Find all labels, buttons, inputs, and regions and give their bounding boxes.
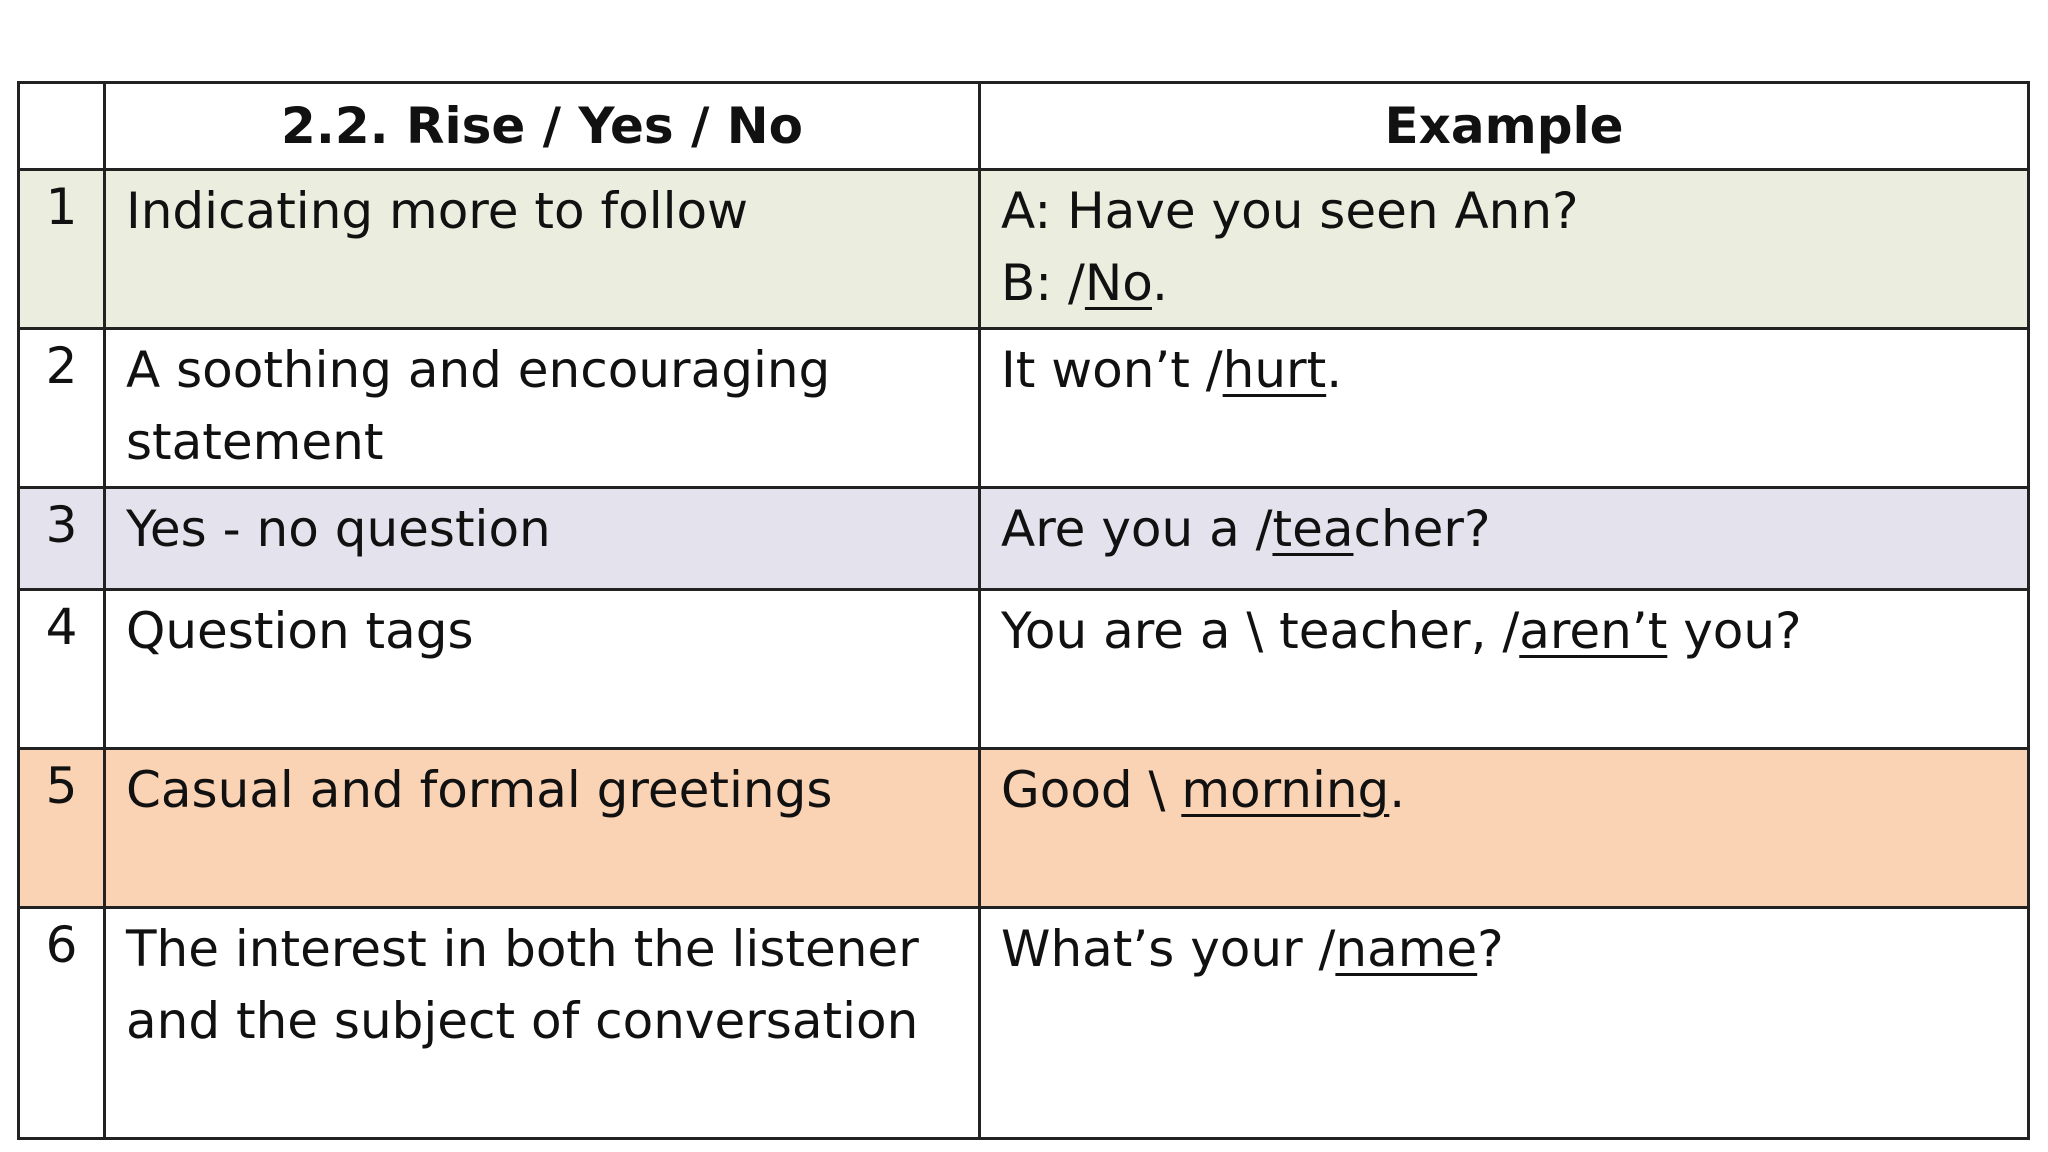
row-example bbox=[980, 590, 2029, 749]
example-text: . bbox=[1326, 341, 1343, 399]
row-number: 4 bbox=[19, 590, 105, 749]
stressed-syllable: No bbox=[1084, 254, 1153, 312]
header-example: Example bbox=[980, 83, 2029, 170]
row-function: Indicating more to follow bbox=[105, 170, 980, 329]
table-row bbox=[19, 329, 2029, 488]
row-example bbox=[980, 908, 2029, 1139]
example-text: What’s your / bbox=[1001, 920, 1336, 978]
example-text: It won’t / bbox=[1001, 341, 1223, 399]
example-line: A: Have you seen Ann? bbox=[1001, 182, 1579, 240]
table-row bbox=[19, 908, 2029, 1139]
stressed-syllable: tea bbox=[1272, 500, 1354, 558]
row-number: 5 bbox=[19, 749, 105, 908]
row-example bbox=[980, 329, 2029, 488]
example-text: B: / bbox=[1001, 254, 1085, 312]
example-text: you? bbox=[1667, 602, 1802, 660]
row-function: Yes - no question bbox=[105, 488, 980, 590]
row-number: 1 bbox=[19, 170, 105, 329]
row-function: Question tags bbox=[105, 590, 980, 749]
row-function: The interest in both the listener and the subject of conversation bbox=[105, 908, 980, 1139]
stressed-syllable: morning bbox=[1181, 761, 1390, 819]
intonation-table bbox=[17, 81, 2030, 1140]
row-function: Casual and formal greetings bbox=[105, 749, 980, 908]
row-number: 2 bbox=[19, 329, 105, 488]
stressed-syllable: hurt bbox=[1222, 341, 1327, 399]
example-line bbox=[1001, 247, 2007, 319]
example-text: Good \ bbox=[1001, 761, 1182, 819]
stressed-syllable: name bbox=[1335, 920, 1478, 978]
row-function: A soothing and encouraging statement bbox=[105, 329, 980, 488]
example-text: You are a \ teacher, / bbox=[1001, 602, 1520, 660]
table-row bbox=[19, 488, 2029, 590]
header-row bbox=[19, 83, 2029, 170]
header-number bbox=[19, 83, 105, 170]
table-row bbox=[19, 170, 2029, 329]
stressed-syllable: aren’t bbox=[1519, 602, 1668, 660]
row-example bbox=[980, 170, 2029, 329]
table-row bbox=[19, 590, 2029, 749]
example-text: . bbox=[1152, 254, 1168, 312]
table-row bbox=[19, 749, 2029, 908]
row-example bbox=[980, 488, 2029, 590]
row-example bbox=[980, 749, 2029, 908]
example-text: cher? bbox=[1353, 500, 1491, 558]
example-text: ? bbox=[1477, 920, 1504, 978]
header-function: 2.2. Rise / Yes / No bbox=[105, 83, 980, 170]
example-text: . bbox=[1389, 761, 1406, 819]
row-number: 3 bbox=[19, 488, 105, 590]
example-text: Are you a / bbox=[1001, 500, 1273, 558]
row-number: 6 bbox=[19, 908, 105, 1139]
